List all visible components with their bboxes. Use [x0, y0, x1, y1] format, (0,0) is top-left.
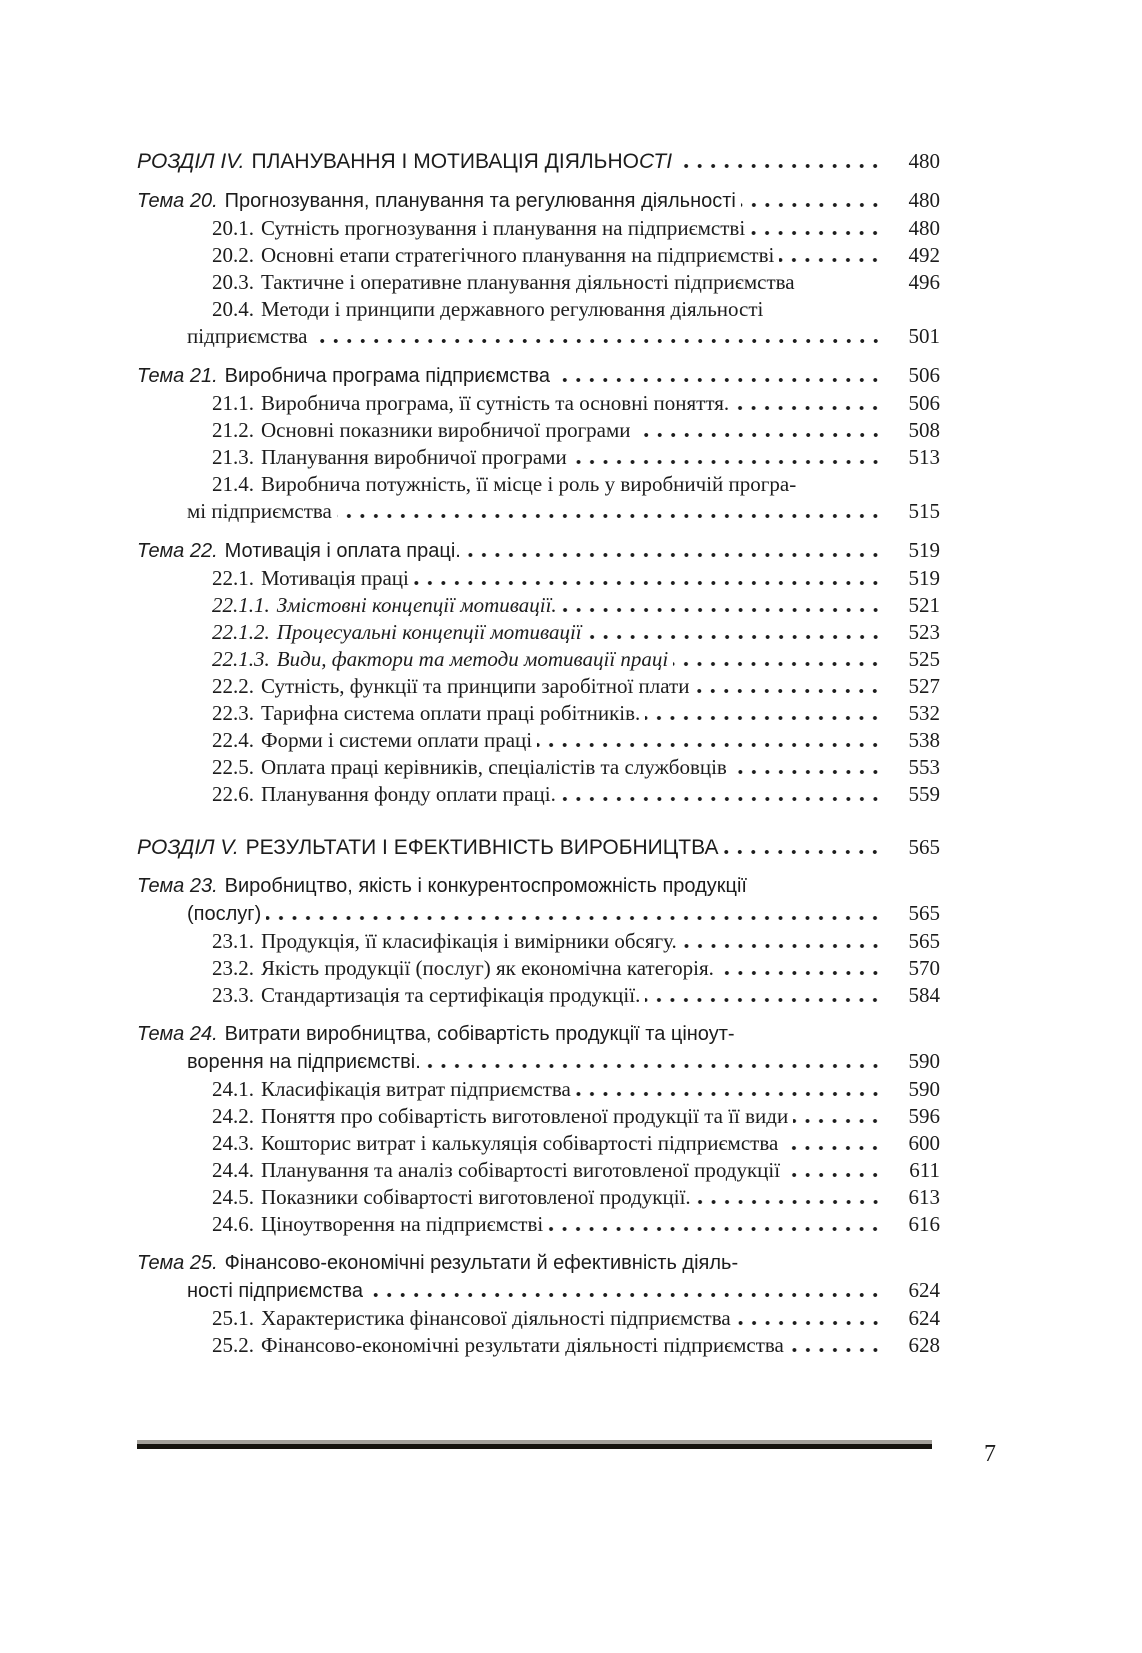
dot-leader: [587, 635, 882, 639]
entry-number: 22.1.: [212, 566, 254, 590]
toc-entry: [137, 471, 940, 525]
toc-entry-line: [137, 727, 940, 754]
entry-page: 496: [908, 270, 940, 294]
entry-number: Тема 24.: [137, 1023, 218, 1045]
entry-number: 23.3.: [212, 983, 254, 1007]
toc-entry-line: [137, 565, 940, 592]
entry-number: Тема 20.: [137, 190, 218, 212]
entry-page: 527: [908, 674, 940, 698]
entry-title: Планування виробничої програми: [261, 445, 567, 469]
entry-page: 559: [908, 782, 940, 806]
dot-leader: [537, 743, 882, 747]
entry-page: 519: [908, 566, 940, 590]
toc-entry-line: [137, 646, 940, 673]
entry-page: 584: [908, 983, 940, 1007]
entry-title: Якість продукції (послуг) як економічна категорія.: [261, 956, 714, 980]
toc-entry-line: [137, 215, 940, 242]
toc-entry-continuation-line: [137, 498, 940, 525]
entry-title: РЕЗУЛЬТАТИ І ЕФЕКТИВНІСТЬ ВИРОБНИЦТВА: [245, 836, 719, 859]
entry-number: Тема 23.: [137, 875, 218, 897]
entry-page: 596: [908, 1104, 940, 1128]
entry-page: 508: [908, 418, 940, 442]
entry-page: 613: [908, 1185, 940, 1209]
entry-page: 492: [908, 243, 940, 267]
entry-title-continuation: підприємства: [187, 324, 308, 348]
entry-page: 590: [908, 1049, 940, 1073]
toc-entry: [137, 1184, 940, 1211]
entry-title: Види, фактори та методи мотивації праці: [276, 647, 669, 671]
toc-entry: [137, 296, 940, 350]
toc-entry-line: [137, 754, 940, 781]
entry-page: 532: [908, 701, 940, 725]
toc-entry: [137, 700, 940, 727]
entry-number: 20.4.: [212, 297, 254, 321]
entry-number: 21.3.: [212, 445, 254, 469]
entry-title: Основні етапи стратегічного планування на підприємстві: [261, 243, 775, 267]
entry-page: 521: [908, 593, 940, 617]
dot-leader: [696, 1200, 882, 1204]
entry-page: 501: [908, 324, 940, 348]
entry-title: Виробнича програма, її сутність та основні поняття.: [261, 391, 730, 415]
toc-entry-line: [137, 955, 940, 982]
entry-title: Мотивація праці: [261, 566, 409, 590]
toc-entry-line: [137, 982, 940, 1009]
entry-title: Ціноутворення на підприємстві: [261, 1212, 544, 1236]
entry-title: Кошторис витрат і калькуляція собівартості підприємства: [261, 1131, 779, 1155]
toc-entry: [137, 1332, 940, 1359]
toc-entry-line: [137, 537, 940, 565]
entry-page: 565: [908, 901, 940, 925]
toc-entry: [137, 1211, 940, 1238]
toc-entry-line: [137, 834, 940, 861]
entry-page: 611: [909, 1158, 940, 1182]
entry-title: Поняття про собівартість виготовленої продукції та її види: [261, 1104, 789, 1128]
toc-entry-line: [137, 444, 940, 471]
entry-number: 24.5.: [212, 1185, 254, 1209]
toc-entry: [137, 592, 940, 619]
entry-title: Витрати виробництва, собівартість продукції та ціноут-: [224, 1023, 735, 1045]
dot-leader: [750, 231, 882, 235]
entry-number: 25.2.: [212, 1333, 254, 1357]
toc-entry: [137, 390, 940, 417]
footer-rule: [137, 1440, 932, 1449]
dot-leader: [793, 1119, 882, 1123]
toc-entry: [137, 1250, 940, 1305]
dot-leader: [723, 850, 882, 854]
entry-number: 22.1.2.: [212, 620, 270, 644]
dot-leader: [783, 1146, 882, 1150]
entry-number: 20.2.: [212, 243, 254, 267]
toc-entry-line: [137, 187, 940, 215]
toc-entry-line: [137, 362, 940, 390]
toc-entry: [137, 1021, 940, 1076]
entry-page: 515: [908, 499, 940, 523]
entry-number: 22.2.: [212, 674, 254, 698]
entry-page: 538: [908, 728, 940, 752]
entry-number: РОЗДІЛ IV.: [137, 150, 245, 173]
toc-entry-line: [137, 1103, 940, 1130]
entry-title-italic-suffix: СТІ: [638, 150, 673, 173]
entry-title-continuation: ворення на підприємстві.: [187, 1051, 421, 1073]
entry-number: 25.1.: [212, 1306, 254, 1330]
toc-entry-line: [137, 1021, 940, 1048]
entry-title: Продукція, її класифікація і вимірники обсягу.: [261, 929, 677, 953]
entry-page: 480: [908, 149, 940, 173]
toc-entry-line: [137, 1305, 940, 1332]
dot-leader: [337, 514, 882, 518]
entry-number: Тема 25.: [137, 1252, 218, 1274]
entry-number: Тема 22.: [137, 540, 218, 562]
entry-title: Оплата праці керівників, спеціалістів та службовців: [261, 755, 727, 779]
entry-page: 506: [908, 363, 940, 387]
dot-leader: [555, 378, 882, 382]
toc-entry: [137, 444, 940, 471]
toc-entry-line: [137, 1250, 940, 1277]
toc-entry-line: [137, 242, 940, 269]
entry-title: Тактичне і оперативне планування діяльності підприємства: [261, 270, 795, 294]
entry-title: Планування фонду оплати праці.: [261, 782, 556, 806]
entry-page: 513: [908, 445, 940, 469]
entry-title: Мотивація і оплата праці.: [224, 540, 461, 562]
toc-entry: [137, 187, 940, 215]
toc-entry-line: [137, 1332, 940, 1359]
dot-leader: [313, 339, 883, 343]
dot-leader: [736, 1321, 882, 1325]
dot-leader: [800, 285, 882, 289]
footer-page-number: 7: [984, 1441, 996, 1467]
entry-page: 480: [908, 188, 940, 212]
entry-page: 624: [908, 1278, 940, 1302]
entry-page: 565: [908, 835, 940, 859]
toc-entry-line: [137, 269, 940, 296]
toc-entry-line: [137, 1130, 940, 1157]
entry-number: 23.1.: [212, 929, 254, 953]
entry-title-continuation: мі підприємства: [187, 499, 332, 523]
entry-title: Фінансово-економічні результати діяльності підприємства: [261, 1333, 784, 1357]
toc-entry-line: [137, 873, 940, 900]
entry-title: Класифікація витрат підприємства: [261, 1077, 571, 1101]
toc-entry: [137, 754, 940, 781]
dot-leader: [785, 1173, 882, 1177]
entry-number: 21.4.: [212, 472, 254, 496]
entry-number: 21.2.: [212, 418, 254, 442]
dot-leader: [677, 164, 882, 168]
toc-entry-line: [137, 296, 940, 323]
dot-leader: [645, 716, 882, 720]
entry-title: Прогнозування, планування та регулювання діяльності: [224, 190, 736, 212]
entry-number: 21.1.: [212, 391, 254, 415]
toc-entry-continuation-line: [137, 900, 940, 928]
entry-title: Виробнича потужність, її місце і роль у виробничій програ-: [261, 472, 797, 496]
entry-number: 24.1.: [212, 1077, 254, 1101]
entry-page: 525: [908, 647, 940, 671]
entry-number: 20.3.: [212, 270, 254, 294]
toc-entry: [137, 362, 940, 390]
entry-title: Тарифна система оплати праці робітників.: [261, 701, 641, 725]
entry-title: Методи і принципи державного регулювання діяльності: [261, 297, 764, 321]
entry-number: Тема 21.: [137, 365, 218, 387]
dot-leader: [562, 608, 882, 612]
entry-number: 24.6.: [212, 1212, 254, 1236]
toc-entry-continuation-line: [137, 1277, 940, 1305]
entry-page: 600: [908, 1131, 940, 1155]
entry-number: 22.5.: [212, 755, 254, 779]
toc-entry: [137, 1130, 940, 1157]
entry-page: 506: [908, 391, 940, 415]
entry-number: 22.4.: [212, 728, 254, 752]
toc-entry: [137, 565, 940, 592]
dot-leader: [266, 916, 882, 920]
toc-entry-line: [137, 1211, 940, 1238]
dot-leader: [572, 460, 882, 464]
entry-number: 23.2.: [212, 956, 254, 980]
dot-leader: [636, 433, 882, 437]
entry-title: Основні показники виробничої програми: [261, 418, 631, 442]
dot-leader: [561, 797, 882, 801]
entry-title: Виробництво, якість і конкурентоспроможність продукції: [224, 875, 747, 897]
toc-entry: [137, 1076, 940, 1103]
toc-entry: [137, 537, 940, 565]
toc-entry: [137, 619, 940, 646]
entry-title: Характеристика фінансової діяльності підприємства: [261, 1306, 731, 1330]
toc-entry: [137, 417, 940, 444]
entry-page: 553: [908, 755, 940, 779]
entry-title: Сутність прогнозування і планування на підприємстві: [261, 216, 746, 240]
toc-entry: [137, 928, 940, 955]
entry-title: Стандартизація та сертифікація продукції.: [261, 983, 641, 1007]
entry-page: 565: [908, 929, 940, 953]
entry-title-continuation: ності підприємства: [187, 1280, 364, 1302]
toc-entry: [137, 673, 940, 700]
entry-title: Виробнича програма підприємства: [224, 365, 550, 387]
toc-entry: [137, 1305, 940, 1332]
toc-entry: [137, 269, 940, 296]
dot-leader: [673, 662, 882, 666]
toc-entry: [137, 727, 940, 754]
toc-entry-line: [137, 619, 940, 646]
entry-title: Показники собівартості виготовленої продукції.: [261, 1185, 691, 1209]
toc-entry: [137, 148, 940, 175]
toc-entry-line: [137, 928, 940, 955]
entry-page: 616: [908, 1212, 940, 1236]
toc-entry: [137, 781, 940, 808]
entry-page: 628: [908, 1333, 940, 1357]
toc-entry: [137, 873, 940, 928]
entry-number: 24.3.: [212, 1131, 254, 1155]
entry-number: 24.2.: [212, 1104, 254, 1128]
dot-leader: [694, 689, 882, 693]
dot-leader: [645, 998, 882, 1002]
toc-entry-line: [137, 471, 940, 498]
dot-leader: [732, 770, 882, 774]
entry-title: Планування та аналіз собівартості виготовленої продукції: [261, 1158, 781, 1182]
dot-leader: [576, 1092, 882, 1096]
toc-entry-continuation-line: [137, 323, 940, 350]
entry-number: 24.4.: [212, 1158, 254, 1182]
dot-leader: [682, 944, 882, 948]
dot-leader: [368, 1293, 882, 1297]
dot-leader: [548, 1227, 882, 1231]
toc-entry-line: [137, 390, 940, 417]
toc-entry-line: [137, 417, 940, 444]
entry-page: 570: [908, 956, 940, 980]
toc-entry: [137, 834, 940, 861]
dot-leader: [414, 581, 882, 585]
toc-entry-line: [137, 148, 940, 175]
entry-page: 519: [908, 538, 940, 562]
toc-entry: [137, 1103, 940, 1130]
toc-entry-line: [137, 1076, 940, 1103]
entry-page: 624: [908, 1306, 940, 1330]
entry-page: 590: [908, 1077, 940, 1101]
entry-number: 22.1.1.: [212, 593, 270, 617]
entry-number: 22.6.: [212, 782, 254, 806]
entry-number: 22.1.3.: [212, 647, 270, 671]
dot-leader: [789, 1348, 882, 1352]
toc-entry-line: [137, 781, 940, 808]
entry-title-continuation: (послуг): [187, 903, 262, 925]
toc-entry: [137, 982, 940, 1009]
entry-number: РОЗДІЛ V.: [137, 836, 239, 859]
toc-entry-line: [137, 673, 940, 700]
toc-entry: [137, 1157, 940, 1184]
toc-entry-continuation-line: [137, 1048, 940, 1076]
entry-page: 480: [908, 216, 940, 240]
toc-entry-line: [137, 592, 940, 619]
toc-entry-line: [137, 1157, 940, 1184]
entry-title: Процесуальні концепції мотивації: [276, 620, 582, 644]
entry-number: 22.3.: [212, 701, 254, 725]
dot-leader: [779, 258, 882, 262]
toc-entry-line: [137, 700, 940, 727]
toc-entry: [137, 215, 940, 242]
toc-entry: [137, 955, 940, 982]
entry-title: ПЛАНУВАННЯ І МОТИВАЦІЯ ДІЯЛЬНО: [251, 150, 639, 173]
toc-entry-line: [137, 1184, 940, 1211]
entry-title: Фінансово-економічні результати й ефективність діяль-: [224, 1252, 739, 1274]
entry-title: Змістовні концепції мотивації.: [276, 593, 557, 617]
toc-entry: [137, 646, 940, 673]
dot-leader: [719, 971, 882, 975]
toc-entry: [137, 242, 940, 269]
entry-title: Сутність, функції та принципи заробітної плати: [261, 674, 690, 698]
entry-title: Форми і системи оплати праці: [261, 728, 533, 752]
dot-leader: [734, 406, 882, 410]
dot-leader: [466, 553, 882, 557]
entry-number: 20.1.: [212, 216, 254, 240]
dot-leader: [741, 203, 882, 207]
dot-leader: [426, 1064, 882, 1068]
table-of-contents: [137, 148, 940, 1359]
entry-page: 523: [908, 620, 940, 644]
